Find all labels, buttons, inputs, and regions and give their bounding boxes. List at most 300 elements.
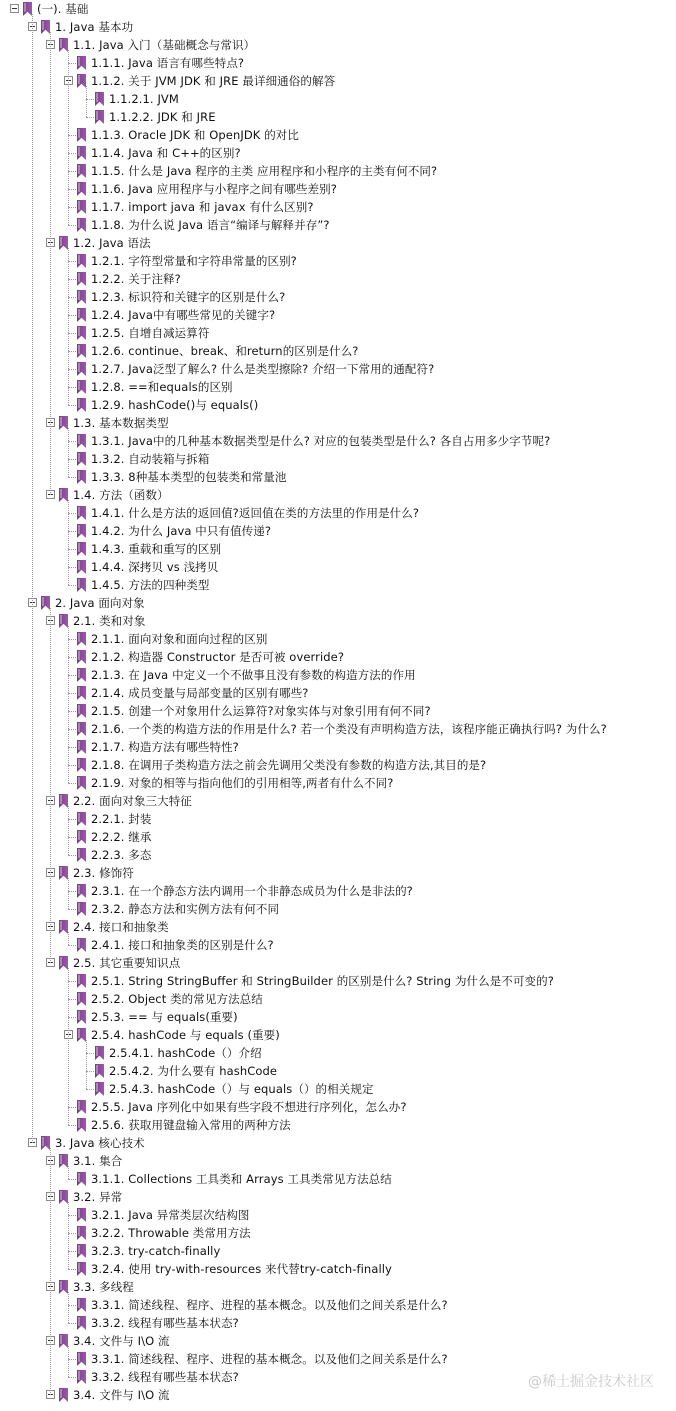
tree-item[interactable] [0, 702, 676, 720]
bookmark-icon [77, 290, 86, 304]
tree-item[interactable] [0, 1116, 676, 1134]
bookmark-icon [77, 470, 86, 484]
tree-item-label: 1.2.7. Java泛型了解么? 什么是类型擦除? 介绍一下常用的通配符? [91, 362, 435, 376]
bookmark-icon [77, 398, 86, 412]
tree-item-label: 2.3.2. 静态方法和实例方法有何不同 [91, 902, 280, 916]
tree-item-label: 2.5.1. String StringBuffer 和 StringBuilder 的区别是什么? String 为什么是不可变的? [91, 974, 554, 988]
tree-item[interactable] [0, 792, 676, 810]
tree-item[interactable] [0, 1242, 676, 1260]
bookmark-icon [77, 1172, 86, 1186]
tree-item[interactable] [0, 396, 676, 414]
tree-connector [68, 207, 78, 208]
bookmark-icon [95, 110, 104, 124]
tree-item-label: 1.2. Java 语法 [73, 236, 151, 250]
tree-item-label: (一). 基础 [37, 2, 89, 16]
tree-item-label: 3. Java 核心技术 [55, 1136, 145, 1150]
tree-connector [68, 171, 78, 172]
collapse-toggle-icon[interactable] [10, 4, 19, 13]
tree-connector [68, 639, 78, 640]
tree-connector [68, 1017, 78, 1018]
bookmark-icon [59, 920, 68, 934]
tree-item[interactable] [0, 1188, 676, 1206]
bookmark-icon [77, 344, 86, 358]
tree-connector [68, 567, 78, 568]
tree-item-label: 1.1.6. Java 应用程序与小程序之间有哪些差别? [91, 182, 337, 196]
tree-item-label: 2.2.2. 继承 [91, 830, 152, 844]
tree-item[interactable] [0, 900, 676, 918]
tree-connector [68, 891, 78, 892]
tree-connector [68, 693, 78, 694]
tree-item[interactable] [0, 324, 676, 342]
tree-item[interactable] [0, 360, 676, 378]
tree-item[interactable] [0, 1044, 676, 1062]
tree-item[interactable] [0, 0, 676, 18]
tree-connector [68, 153, 78, 154]
tree-item[interactable] [0, 1008, 676, 1026]
bookmark-icon [77, 848, 86, 862]
tree-item[interactable] [0, 36, 676, 54]
tree-guide-line [32, 14, 33, 1143]
bookmark-icon [23, 2, 32, 16]
tree-item[interactable] [0, 180, 676, 198]
tree-item[interactable] [0, 126, 676, 144]
tree-guide-line [68, 428, 69, 477]
bookmark-icon [77, 632, 86, 646]
tree-item[interactable] [0, 342, 676, 360]
tree-item-label: 2.1. 类和对象 [73, 614, 146, 628]
tree-guide-line [50, 608, 51, 963]
tree-item-label: 2.2. 面向对象三大特征 [73, 794, 192, 808]
tree-item[interactable] [0, 954, 676, 972]
tree-connector [68, 837, 78, 838]
tree-item[interactable] [0, 504, 676, 522]
tree-item-label: 2.3.1. 在一个静态方法内调用一个非静态成员为什么是非法的? [91, 884, 413, 898]
bookmark-icon [77, 434, 86, 448]
tree-connector [68, 711, 78, 712]
tree-item[interactable] [0, 846, 676, 864]
bookmark-icon [59, 1190, 68, 1204]
tree-item[interactable] [0, 594, 676, 612]
tree-connector [68, 1377, 78, 1378]
bookmark-icon [77, 704, 86, 718]
tree-item-label: 1.4. 方法（函数） [73, 488, 169, 502]
bookmark-icon [77, 74, 86, 88]
tree-connector [68, 405, 78, 406]
bookmark-icon [77, 182, 86, 196]
tree-item[interactable] [0, 72, 676, 90]
tree-item-label: 1.3.2. 自动装箱与拆箱 [91, 452, 210, 466]
tree-connector [68, 657, 78, 658]
bookmark-icon [77, 272, 86, 286]
tree-connector [68, 261, 78, 262]
tree-item-label: 3.3.1. 简述线程、程序、进程的基本概念。以及他们之间关系是什么? [91, 1298, 448, 1312]
tree-item[interactable] [0, 936, 676, 954]
tree-guide-line [68, 626, 69, 783]
tree-item-label: 2.5.6. 获取用键盘输入常用的两种方法 [91, 1118, 291, 1132]
tree-item[interactable] [0, 1152, 676, 1170]
tree-item[interactable] [0, 1278, 676, 1296]
tree-item[interactable] [0, 774, 676, 792]
tree-item[interactable] [0, 288, 676, 306]
tree-item-label: 3.2.2. Throwable 类常用方法 [91, 1226, 251, 1240]
tree-guide-line [86, 86, 87, 117]
bookmark-icon [95, 1082, 104, 1096]
bookmark-icon [77, 1208, 86, 1222]
bookmark-icon [77, 1352, 86, 1366]
bookmark-icon [77, 758, 86, 772]
bookmark-icon [77, 650, 86, 664]
tree-item[interactable] [0, 468, 676, 486]
tree-item[interactable] [0, 1314, 676, 1332]
tree-item[interactable] [0, 882, 676, 900]
tree-item[interactable] [0, 756, 676, 774]
tree-item-label: 2.5.2. Object 类的常见方法总结 [91, 992, 263, 1006]
tree-connector [68, 819, 78, 820]
bookmark-icon [77, 722, 86, 736]
bookmark-icon [77, 452, 86, 466]
tree-connector [68, 585, 78, 586]
bookmark-icon [77, 974, 86, 988]
tree-item-label: 2.5.3. == 与 equals(重要) [91, 1010, 238, 1024]
tree-item-label: 1.2.2. 关于注释? [91, 272, 181, 286]
tree-item-label: 1.1.2. 关于 JVM JDK 和 JRE 最详细通俗的解答 [91, 74, 336, 88]
tree-item[interactable] [0, 810, 676, 828]
bookmark-icon [77, 1226, 86, 1240]
tree-connector [68, 549, 78, 550]
bookmark-icon [59, 1388, 68, 1402]
bookmark-icon [77, 830, 86, 844]
tree-item[interactable] [0, 684, 676, 702]
tree-item-label: 2.3. 修饰符 [73, 866, 134, 880]
bookmark-icon [59, 1334, 68, 1348]
tree-guide-line [50, 1148, 51, 1395]
tree-item[interactable] [0, 450, 676, 468]
tree-item-label: 2.5.4. hashCode 与 equals (重要) [91, 1028, 280, 1042]
tree-item-label: 2. Java 面向对象 [55, 596, 145, 610]
tree-connector [68, 225, 78, 226]
tree-item-label: 2.2.3. 多态 [91, 848, 152, 862]
tree-guide-line [86, 1040, 87, 1089]
tree-item[interactable] [0, 144, 676, 162]
tree-item[interactable] [0, 234, 676, 252]
tree-item-label: 2.1.8. 在调用子类构造方法之前会先调用父类没有参数的构造方法,其目的是? [91, 758, 487, 772]
tree-item-label: 3.2. 异常 [73, 1190, 123, 1204]
bookmark-icon [77, 254, 86, 268]
bookmark-icon [95, 1064, 104, 1078]
tree-item[interactable] [0, 108, 676, 126]
tree-connector [86, 1053, 96, 1054]
bookmark-icon [77, 578, 86, 592]
tree-connector [86, 117, 96, 118]
watermark [528, 1371, 654, 1391]
tree-item[interactable] [0, 1170, 676, 1188]
tree-item[interactable] [0, 270, 676, 288]
tree-connector [68, 513, 78, 514]
tree-item-label: 1.2.9. hashCode()与 equals() [91, 398, 259, 412]
bookmark-icon [77, 128, 86, 142]
tree-item-label: 1.4.1. 什么是方法的返回值?返回值在类的方法里的作用是什么? [91, 506, 420, 520]
tree-item[interactable] [0, 54, 676, 72]
tree-item[interactable] [0, 252, 676, 270]
bookmark-icon [59, 416, 68, 430]
tree-connector [68, 747, 78, 748]
tree-item-label: 1.1.4. Java 和 C++的区别? [91, 146, 241, 160]
tree-connector [68, 441, 78, 442]
bookmark-icon [77, 776, 86, 790]
tree-connector [68, 477, 78, 478]
bookmark-icon [59, 794, 68, 808]
tree-item[interactable] [0, 1026, 676, 1044]
tree-connector [68, 189, 78, 190]
tree-item-label: 1.1.2.2. JDK 和 JRE [109, 110, 216, 124]
tree-guide-line [68, 968, 69, 1125]
tree-item-label: 1.1. Java 入门（基础概念与常识） [73, 38, 256, 52]
bookmark-icon [77, 1244, 86, 1258]
tree-item[interactable] [0, 378, 676, 396]
bookmark-icon [77, 1010, 86, 1024]
tree-item-label: 3.2.1. Java 异常类层次结构图 [91, 1208, 250, 1222]
tree-item[interactable] [0, 216, 676, 234]
tree-connector [68, 333, 78, 334]
tree-item-label: 2.2.1. 封装 [91, 812, 152, 826]
bookmark-icon [59, 38, 68, 52]
tree-guide-line [68, 1166, 69, 1179]
tree-item[interactable] [0, 1260, 676, 1278]
tree-connector [68, 1323, 78, 1324]
tree-item[interactable] [0, 522, 676, 540]
tree-item-label: 3.3.2. 线程有哪些基本状态? [91, 1370, 239, 1384]
tree-connector [68, 783, 78, 784]
tree-connector [68, 63, 78, 64]
bookmark-icon [95, 1046, 104, 1060]
tree-connector [68, 1269, 78, 1270]
bookmark-icon [77, 668, 86, 682]
tree-item[interactable] [0, 1224, 676, 1242]
tree-item-label: 1.2.3. 标识符和关键字的区别是什么? [91, 290, 286, 304]
bookmark-icon [77, 1316, 86, 1330]
tree-connector [68, 297, 78, 298]
tree-item-label: 1.3. 基本数据类型 [73, 416, 169, 430]
bookmark-icon [59, 488, 68, 502]
tree-item-label: 3.3.2. 线程有哪些基本状态? [91, 1316, 239, 1330]
tree-item[interactable] [0, 414, 676, 432]
bookmark-icon [77, 308, 86, 322]
tree-connector [68, 1233, 78, 1234]
tree-item[interactable] [0, 864, 676, 882]
tree-item[interactable] [0, 1098, 676, 1116]
tree-guide-line [50, 32, 51, 495]
tree-connector [86, 99, 96, 100]
tree-item-label: 1.2.4. Java中有哪些常见的关键字? [91, 308, 276, 322]
tree-item[interactable] [0, 486, 676, 504]
tree-item-label: 3.3. 多线程 [73, 1280, 134, 1294]
tree-connector [68, 855, 78, 856]
tree-item-label: 2.1.1. 面向对象和面向过程的区别 [91, 632, 268, 646]
tree-item-label: 1.2.8. ==和equals的区别 [91, 380, 233, 394]
tree-item-label: 2.5.4.3. hashCode（）与 equals（）的相关规定 [109, 1082, 374, 1096]
tree-item-label: 2.5. 其它重要知识点 [73, 956, 181, 970]
tree-connector [68, 765, 78, 766]
bookmark-icon [77, 902, 86, 916]
bookmark-icon [77, 146, 86, 160]
tree-item[interactable] [0, 306, 676, 324]
bookmark-icon [77, 992, 86, 1006]
tree-guide-line [68, 500, 69, 585]
tree-connector [68, 135, 78, 136]
tree-item-label: 2.4.1. 接口和抽象类的区别是什么? [91, 938, 274, 952]
tree-connector [68, 1251, 78, 1252]
tree-connector [68, 351, 78, 352]
tree-item[interactable] [0, 1062, 676, 1080]
tree-item-label: 2.5.5. Java 序列化中如果有些字段不想进行序列化，怎么办? [91, 1100, 407, 1114]
bookmark-icon [77, 1370, 86, 1384]
tree-connector [68, 369, 78, 370]
tree-item-label: 1.2.1. 字符型常量和字符串常量的区别? [91, 254, 297, 268]
bookmark-icon [77, 56, 86, 70]
bookmark-icon [41, 596, 50, 610]
tree-connector [68, 909, 78, 910]
tree-connector [68, 981, 78, 982]
bookmark-icon [77, 1298, 86, 1312]
tree-item[interactable] [0, 1206, 676, 1224]
tree-item-label: 1.1.3. Oracle JDK 和 OpenJDK 的对比 [91, 128, 300, 142]
bookmark-icon [77, 560, 86, 574]
bookmark-icon [77, 1262, 86, 1276]
tree-item-label: 1.1.7. import java 和 javax 有什么区别? [91, 200, 314, 214]
tree-item[interactable] [0, 1350, 676, 1368]
tree-connector [86, 1089, 96, 1090]
bookmark-icon [77, 362, 86, 376]
tree-item[interactable] [0, 162, 676, 180]
tree-connector [68, 729, 78, 730]
tree-item[interactable] [0, 630, 676, 648]
tree-guide-line [68, 878, 69, 909]
bookmark-icon [77, 1118, 86, 1132]
bookmark-icon [77, 812, 86, 826]
tree-connector [68, 315, 78, 316]
bookmark-icon [77, 326, 86, 340]
tree-connector [68, 531, 78, 532]
bookmark-icon [59, 1280, 68, 1294]
tree-item[interactable] [0, 198, 676, 216]
tree-connector [68, 945, 78, 946]
tree-guide-line [68, 50, 69, 225]
bookmark-icon [77, 506, 86, 520]
tree-item[interactable] [0, 738, 676, 756]
tree-item[interactable] [0, 612, 676, 630]
tree-item-label: 1.4.3. 重载和重写的区别 [91, 542, 222, 556]
tree-item-label: 1. Java 基本功 [55, 20, 134, 34]
bookmark-icon [77, 200, 86, 214]
tree-item-label: 3.4. 文件与 I\O 流 [73, 1388, 170, 1402]
tree-item[interactable] [0, 576, 676, 594]
tree-item-label: 2.1.9. 对象的相等与指向他们的引用相等,两者有什么不同? [91, 776, 394, 790]
tree-item[interactable] [0, 1080, 676, 1098]
bookmark-icon [77, 218, 86, 232]
tree-item[interactable] [0, 918, 676, 936]
tree-item-label: 1.1.1. Java 语言有哪些特点? [91, 56, 245, 70]
tree-connector [68, 1359, 78, 1360]
tree-item-label: 2.1.2. 构造器 Constructor 是否可被 override? [91, 650, 345, 664]
tree-connector [68, 459, 78, 460]
tree-item-label: 3.1.1. Collections 工具类和 Arrays 工具类常见方法总结 [91, 1172, 392, 1186]
tree-item[interactable] [0, 1134, 676, 1152]
tree-item-label: 1.3.3. 8种基本类型的包装类和常量池 [91, 470, 287, 484]
tree-item-label: 1.2.6. continue、break、和return的区别是什么? [91, 344, 359, 358]
tree-item[interactable] [0, 720, 676, 738]
bookmark-icon [59, 236, 68, 250]
tree-guide-line [68, 248, 69, 405]
tree-item-label: 2.1.7. 构造方法有哪些特性? [91, 740, 239, 754]
bookmark-icon [41, 1136, 50, 1150]
bookmark-icon [77, 938, 86, 952]
tree-item-label: 3.4. 文件与 I\O 流 [73, 1334, 170, 1348]
tree-item-label: 3.2.4. 使用 try-with-resources 来代替try-catch-finally [91, 1262, 392, 1276]
bookmark-icon [77, 686, 86, 700]
bookmark-icon [77, 524, 86, 538]
tree-item-label: 2.1.5. 创建一个对象用什么运算符?对象实体与对象引用有何不同? [91, 704, 431, 718]
bookmark-icon [59, 956, 68, 970]
tree-guide-line [68, 932, 69, 945]
tree-item[interactable] [0, 648, 676, 666]
tree-connector [68, 999, 78, 1000]
tree-item-label: 2.1.6. 一个类的构造方法的作用是什么? 若一个类没有声明构造方法，该程序能正确执行吗? 为什么? [91, 722, 607, 736]
tree-item-label: 1.4.4. 深拷贝 vs 浅拷贝 [91, 560, 219, 574]
tree-item[interactable] [0, 90, 676, 108]
tree-connector [68, 675, 78, 676]
bookmark-icon [59, 1154, 68, 1168]
tree-item-label: 1.1.2.1. JVM [109, 92, 179, 106]
tree-item[interactable] [0, 18, 676, 36]
bookmark-icon [41, 20, 50, 34]
bookmark-icon [77, 884, 86, 898]
tree-item[interactable] [0, 1296, 676, 1314]
tree-item-label: 2.5.4.1. hashCode（）介绍 [109, 1046, 262, 1060]
bookmark-icon [59, 866, 68, 880]
tree-item[interactable] [0, 1332, 676, 1350]
tree-connector [68, 279, 78, 280]
tree-item[interactable] [0, 828, 676, 846]
bookmark-icon [77, 542, 86, 556]
tree-connector [68, 1215, 78, 1216]
tree-connector [68, 1107, 78, 1108]
bookmark-icon [77, 380, 86, 394]
tree-item-label: 2.5.4.2. 为什么要有 hashCode [109, 1064, 278, 1078]
tree-item[interactable] [0, 432, 676, 450]
tree-guide-line [68, 1346, 69, 1377]
tree-item-label: 1.4.2. 为什么 Java 中只有值传递? [91, 524, 272, 538]
tree-item-label: 1.4.5. 方法的四种类型 [91, 578, 210, 592]
tree-connector [68, 387, 78, 388]
tree-item[interactable] [0, 972, 676, 990]
tree-item[interactable] [0, 540, 676, 558]
tree-item-label: 2.4. 接口和抽象类 [73, 920, 169, 934]
bookmark-icon [59, 614, 68, 628]
tree-item-label: 3.1. 集合 [73, 1154, 123, 1168]
tree-item[interactable] [0, 990, 676, 1008]
tree-guide-line [68, 1292, 69, 1323]
bookmark-icon [77, 1100, 86, 1114]
tree-item[interactable] [0, 666, 676, 684]
bookmark-icon [95, 92, 104, 106]
tree-connector [68, 1125, 78, 1126]
tree-guide-line [68, 806, 69, 855]
tree-item-label: 2.1.3. 在 Java 中定义一个不做事且没有参数的构造方法的作用 [91, 668, 416, 682]
tree-connector [86, 1071, 96, 1072]
tree-item-label: 1.2.5. 自增自减运算符 [91, 326, 210, 340]
tree-item-label: 2.1.4. 成员变量与局部变量的区别有哪些? [91, 686, 309, 700]
tree-item[interactable] [0, 558, 676, 576]
